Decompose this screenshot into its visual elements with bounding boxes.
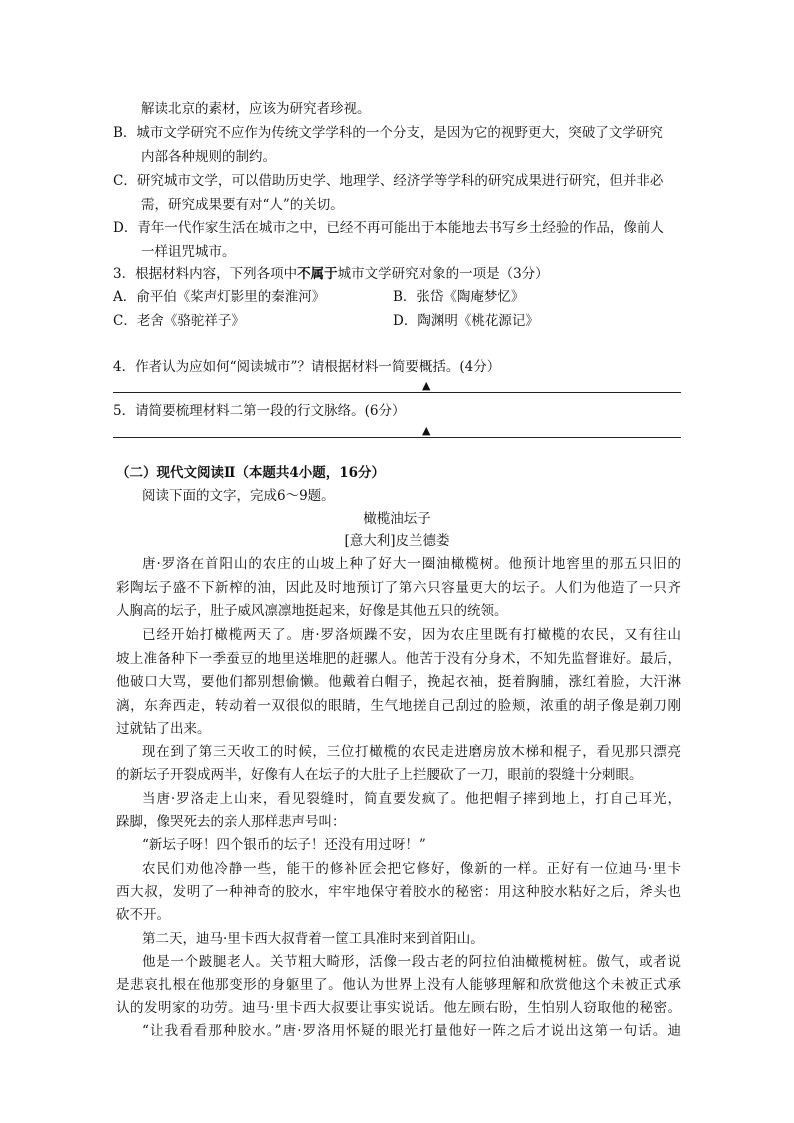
story-line: 他是一个跛腿老人。关节粗大畸形，活像一段古老的阿拉伯油橄榄树桩。傲气，或者说 xyxy=(142,954,681,970)
story-line: 唐·罗洛在首阳山的农庄的山坡上种了好大一圈油橄榄树。他预计地窖里的那五只旧的 xyxy=(142,556,681,572)
answer-line xyxy=(113,392,681,393)
story-line: 砍不开。 xyxy=(116,907,170,923)
story-line: 第二天，迪马·里卡西大叔背着一筐工具准时来到首阳山。 xyxy=(142,931,484,947)
story-line: 当唐·罗洛走上山来，看见裂缝时，简直要发疯了。他把帽子摔到地上，打自己耳光， xyxy=(142,791,681,807)
story-line: 坡上准备种下一季蚕豆的地里送堆肥的赶骡人。他苦于没有分身术，不知先监督谁好。最后， xyxy=(116,651,681,667)
story-line: 现在到了第三天收工的时候，三位打橄榄的农民走进磨房放木梯和棍子，看见那只漂亮 xyxy=(142,744,681,760)
section-instruction: 阅读下面的文字，完成6～9题。 xyxy=(142,488,335,504)
q3-option-a: A．俞平伯《桨声灯影里的秦淮河》 xyxy=(113,289,326,305)
option-b-line2: 内部各种规则的制约。 xyxy=(141,149,276,165)
option-c-line2: 需，研究成果要有对“人”的关切。 xyxy=(141,197,344,213)
story-line: 彩陶坛子盛不下新榨的油，因此及时地预订了第六只容量更大的坛子。人们为他造了一只齐 xyxy=(116,580,681,596)
q3-pre: 3．根据材料内容，下列各项中 xyxy=(113,266,298,282)
question-4: 4．作者认为应如何“阅读城市”？请根据材料一简要概括。(4分） xyxy=(113,359,501,375)
story-line: 已经开始打橄榄两天了。唐·罗洛烦躁不安，因为农庄里既有打橄榄的农民，又有往山 xyxy=(142,627,681,643)
option-d-line1: D．青年一代作家生活在城市之中，已经不再可能出于本能地去书写乡土经验的作品，像前人 xyxy=(113,220,664,236)
story-line: 的新坛子开裂成两半，好像有人在坛子的大肚子上拦腰砍了一刀，眼前的裂缝十分刺眼。 xyxy=(116,767,643,783)
question-5: 5．请简要梳理材料二第一段的行文脉络。(6分） xyxy=(113,403,406,419)
option-a-tail: 解读北京的素材，应该为研究者珍视。 xyxy=(141,101,371,117)
story-line: 农民们劝他冷静一些，能干的修补匠会把它修好，像新的一样。正好有一位迪马·里卡 xyxy=(142,861,681,877)
story-line: 他破口大骂，要他们都别想偷懒。他戴着白帽子，挽起衣袖，挺着胸脯，涨红着脸，大汗淋 xyxy=(116,674,681,690)
option-c-line1: C．研究城市文学，可以借助历史学、地理学、经济学等学科的研究成果进行研究，但并非必 xyxy=(113,173,664,189)
story-line: 人胸高的坛子，肚子威风凛凛地挺起来，好像是其他五只的统领。 xyxy=(116,603,508,619)
answer-marker-icon: ▲ xyxy=(422,424,431,437)
story-author: [意大利]皮兰德娄 xyxy=(344,533,450,549)
answer-line xyxy=(113,437,681,438)
story-title: 橄榄油坛子 xyxy=(363,511,431,527)
q3-option-b: B．张岱《陶庵梦忆》 xyxy=(393,289,525,305)
option-b-line1: B．城市文学研究不应作为传统文学学科的一个分支，是因为它的视野更大，突破了文学研究 xyxy=(113,125,663,141)
story-line: 漓，东奔西走，转动着一双很似的眼睛，生气地搓自己刮过的脸颊，浓重的胡子像是剃刀刚 xyxy=(116,698,681,714)
story-line: 西大叔，发明了一种神奇的胶水，牢牢地保守着胶水的秘密：用这种胶水粘好之后，斧头也 xyxy=(116,884,681,900)
q3-post: 城市文学研究对象的一项是（3分） xyxy=(337,266,549,282)
q3-option-d: D．陶渊明《桃花源记》 xyxy=(393,313,539,329)
story-line: 认的发明家的功劳。迪马·里卡西大叔要让事实说话。他左顾右盼，生怕别人窃取他的秘密。 xyxy=(116,1000,681,1016)
story-line: 是悲哀扎根在他那变形的身躯里了。他认为世界上没有人能够理解和欣赏他这个未被正式承 xyxy=(116,977,681,993)
option-d-line2: 一样诅咒城市。 xyxy=(141,244,236,260)
answer-marker-icon: ▲ xyxy=(422,379,431,392)
story-line: “让我看看那种胶水。”唐·罗洛用怀疑的眼光打量他好一阵之后才说出这第一句话。迪 xyxy=(142,1023,681,1039)
story-line: “新坛子呀！四个银币的坛子！还没有用过呀！” xyxy=(142,837,426,853)
story-line: 过就钻了出来。 xyxy=(116,721,211,737)
question-3-stem xyxy=(113,265,549,283)
q3-bold: 不属于 xyxy=(297,266,338,282)
story-line: 跺脚，像哭死去的亲人那样悲声号叫： xyxy=(116,814,346,830)
section-heading: （二）现代文阅读Ⅱ（本题共4小题，16分） xyxy=(116,465,386,481)
q3-option-c: C．老舍《骆驼祥子》 xyxy=(113,313,245,329)
